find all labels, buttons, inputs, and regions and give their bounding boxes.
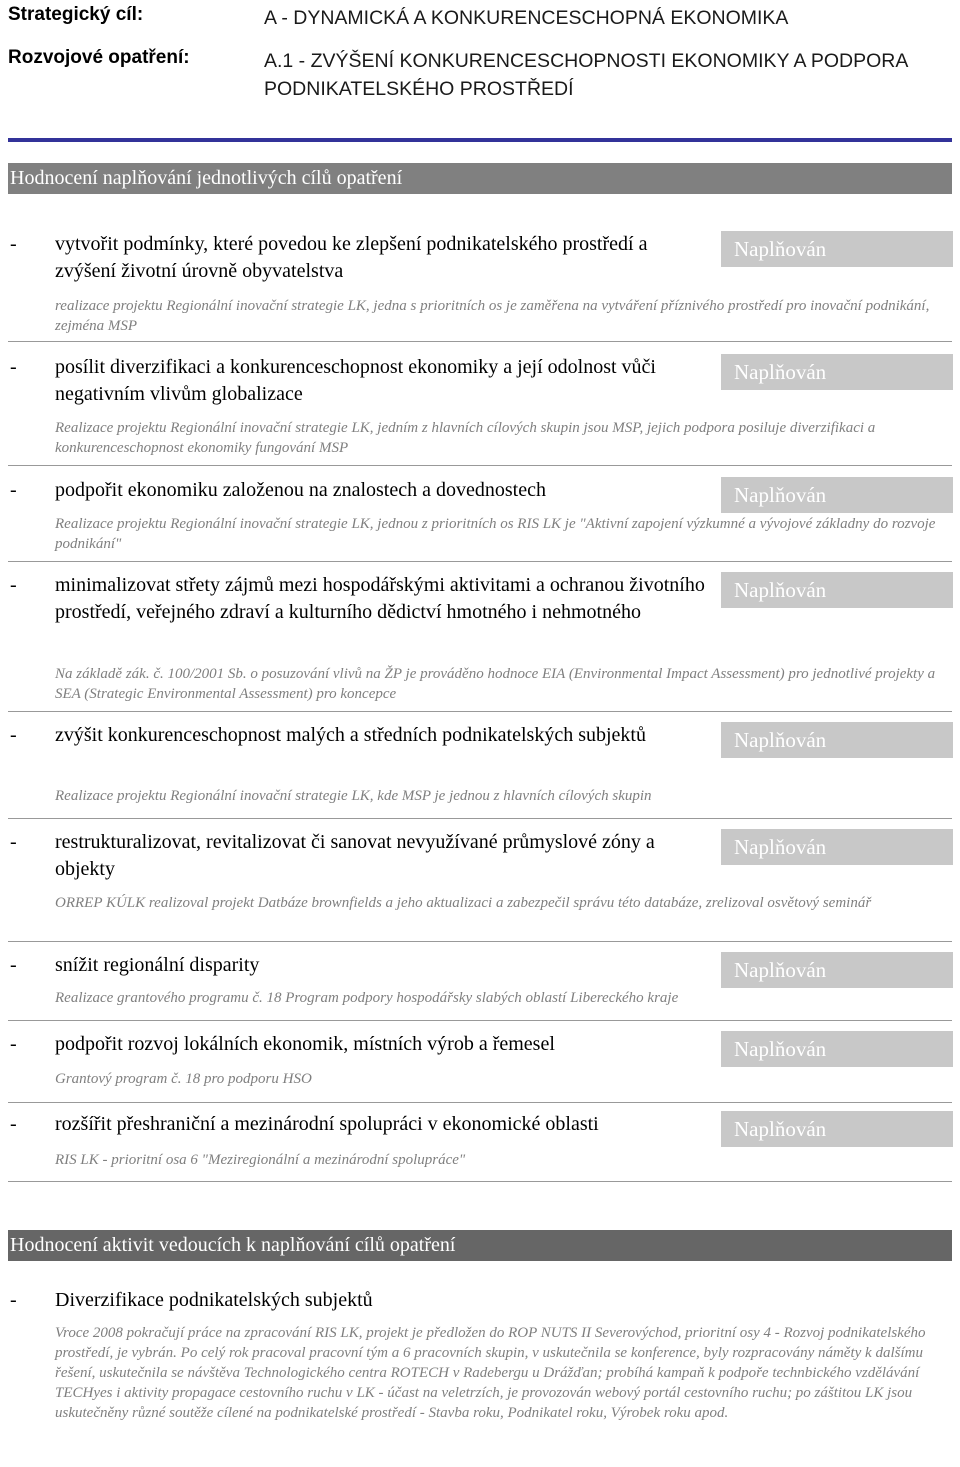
- activities-section-header: Hodnocení aktivit vedoucích k naplňování cílů opatření: [8, 1230, 952, 1261]
- goal-title: snížit regionální disparity: [55, 954, 260, 976]
- goal-separator: [8, 1020, 952, 1021]
- status-badge: Naplňován: [721, 572, 953, 608]
- status-badge: Naplňován: [721, 354, 953, 390]
- bullet-dash: -: [10, 1033, 17, 1055]
- goal-title: zvýšit konkurenceschopnost malých a středních podnikatelských subjektů: [55, 724, 646, 746]
- goal-note: Grantový program č. 18 pro podporu HSO: [55, 1071, 312, 1087]
- goal-separator: [8, 1102, 952, 1103]
- goal-note: realizace projektu Regionální inovační strategie LK, jedna s prioritních os je zaměřena na vytváření příznivého prostředí pro inovační podnikání, zejména MSP: [55, 298, 930, 334]
- status-badge: Naplňován: [721, 1111, 953, 1147]
- goal-title: minimalizovat střety zájmů mezi hospodářskými aktivitami a ochranou životního prostředí, veřejného zdraví a kulturního dědictví hmotného i nehmotného: [55, 574, 705, 623]
- status-badge: Naplňován: [721, 829, 953, 865]
- goal-note: Realizace projektu Regionální inovační strategie LK, kde MSP je jednou z hlavních cílových skupin: [55, 788, 652, 804]
- status-badge: Naplňován: [721, 722, 953, 758]
- bullet-dash: -: [10, 574, 17, 596]
- goal-separator: [8, 711, 952, 712]
- bullet-dash: -: [10, 724, 17, 746]
- goal-note: Realizace projektu Regionální inovační strategie LK, jednou z prioritních os RIS LK je "Aktivní zapojení výzkumné a vývojové základny do rozvoje podnikání": [55, 516, 936, 552]
- bullet-dash: -: [10, 831, 17, 853]
- goal-note: Realizace grantového programu č. 18 Program podpory hospodářsky slabých oblastí Libereckého kraje: [55, 990, 679, 1006]
- header-divider: [8, 138, 952, 142]
- status-badge: Naplňován: [721, 231, 953, 267]
- development-measure-value: A.1 - ZVÝŠENÍ KONKURENCESCHOPNOSTI EKONOMIKY A PODPORA PODNIKATELSKÉHO PROSTŘEDÍ: [264, 50, 908, 100]
- goal-title: restrukturalizovat, revitalizovat či sanovat nevyužívané průmyslové zóny a objekty: [55, 831, 655, 880]
- goal-title: podpořit ekonomiku založenou na znalostech a dovednostech: [55, 479, 546, 501]
- goal-separator: [8, 818, 952, 819]
- bullet-dash: -: [10, 1113, 17, 1135]
- strategic-goal-value: A - DYNAMICKÁ A KONKURENCESCHOPNÁ EKONOMIKA: [264, 7, 789, 29]
- activity-title: Diverzifikace podnikatelských subjektů: [55, 1289, 373, 1311]
- status-badge: Naplňován: [721, 477, 953, 513]
- goal-separator: [8, 465, 952, 466]
- bullet-dash: -: [10, 1289, 17, 1311]
- goal-note: ORREP KÚLK realizoval projekt Datbáze brownfields a jeho aktualizaci a zabezpečil správu této databáze, zrelizoval osvětový seminář: [55, 895, 872, 911]
- goal-title: vytvořit podmínky, které povedou ke zlepšení podnikatelského prostředí a zvýšení životní úrovně obyvatelstva: [55, 233, 648, 282]
- development-measure-row: [8, 47, 952, 100]
- goal-separator: [8, 561, 952, 562]
- bullet-dash: -: [10, 479, 17, 501]
- goal-note: Realizace projektu Regionální inovační strategie LK, jedním z hlavních cílových skupin jsou MSP, jejich podpora posiluje diverzifikaci a konkurenceschopnost ekonomiky fungování MSP: [55, 420, 876, 456]
- strategic-goal-row: [8, 4, 952, 34]
- bullet-dash: -: [10, 356, 17, 378]
- activity-note: Vroce 2008 pokračují práce na zpracování RIS LK, projekt je předložen do ROP NUTS II Severovýchod, prioritní osy 4 - Rozvoj podnikatelského prostředí, je vybrán. Po celý rok pracoval pracovní tým a 6 pracovních skupin, v uskutečnila se konference, byly rozpracovány náměty k dalšímu řešení, uskutečnila se návštěva Technologického centra ROTECH v Radebergu u Drážďan; probíhá kampaň k podpoře technbického vzdělávání TECHyes i aktivity propagace cestovního ruchu v LK - účast na veletrzích, je provozován webový portál cestovního ruchu; po záštitou LK jsou uskutečněny různé soutěže cílené na podnikatelské prostředí - Stavba roku, Podnikatel roku, Výrobek roku apod.: [55, 1325, 926, 1421]
- status-badge: Naplňován: [721, 1031, 953, 1067]
- goal-separator: [8, 1181, 952, 1182]
- goal-title: posílit diverzifikaci a konkurenceschopnost ekonomiky a její odolnost vůči negativním vlivům globalizace: [55, 356, 656, 405]
- status-badge: Naplňován: [721, 952, 953, 988]
- bullet-dash: -: [10, 954, 17, 976]
- strategic-goal-label: Strategický cíl:: [8, 4, 144, 25]
- goal-note: RIS LK - prioritní osa 6 "Meziregionální a mezinárodní spolupráce": [55, 1152, 466, 1168]
- goal-separator: [8, 941, 952, 942]
- bullet-dash: -: [10, 233, 17, 255]
- goal-separator: [8, 341, 952, 342]
- development-measure-label: Rozvojové opatření:: [8, 47, 190, 68]
- goal-title: rozšířit přeshraniční a mezinárodní spolupráci v ekonomické oblasti: [55, 1113, 599, 1135]
- goal-title: podpořit rozvoj lokálních ekonomik, místních výrob a řemesel: [55, 1033, 555, 1055]
- goal-note: Na základě zák. č. 100/2001 Sb. o posuzování vlivů na ŽP je prováděno hodnoce EIA (Environmental Impact Assessment) pro jednotlivé projekty a SEA (Strategic Environmental Assessment) pro koncepce: [55, 666, 936, 702]
- goals-section-header: Hodnocení naplňování jednotlivých cílů opatření: [8, 163, 952, 194]
